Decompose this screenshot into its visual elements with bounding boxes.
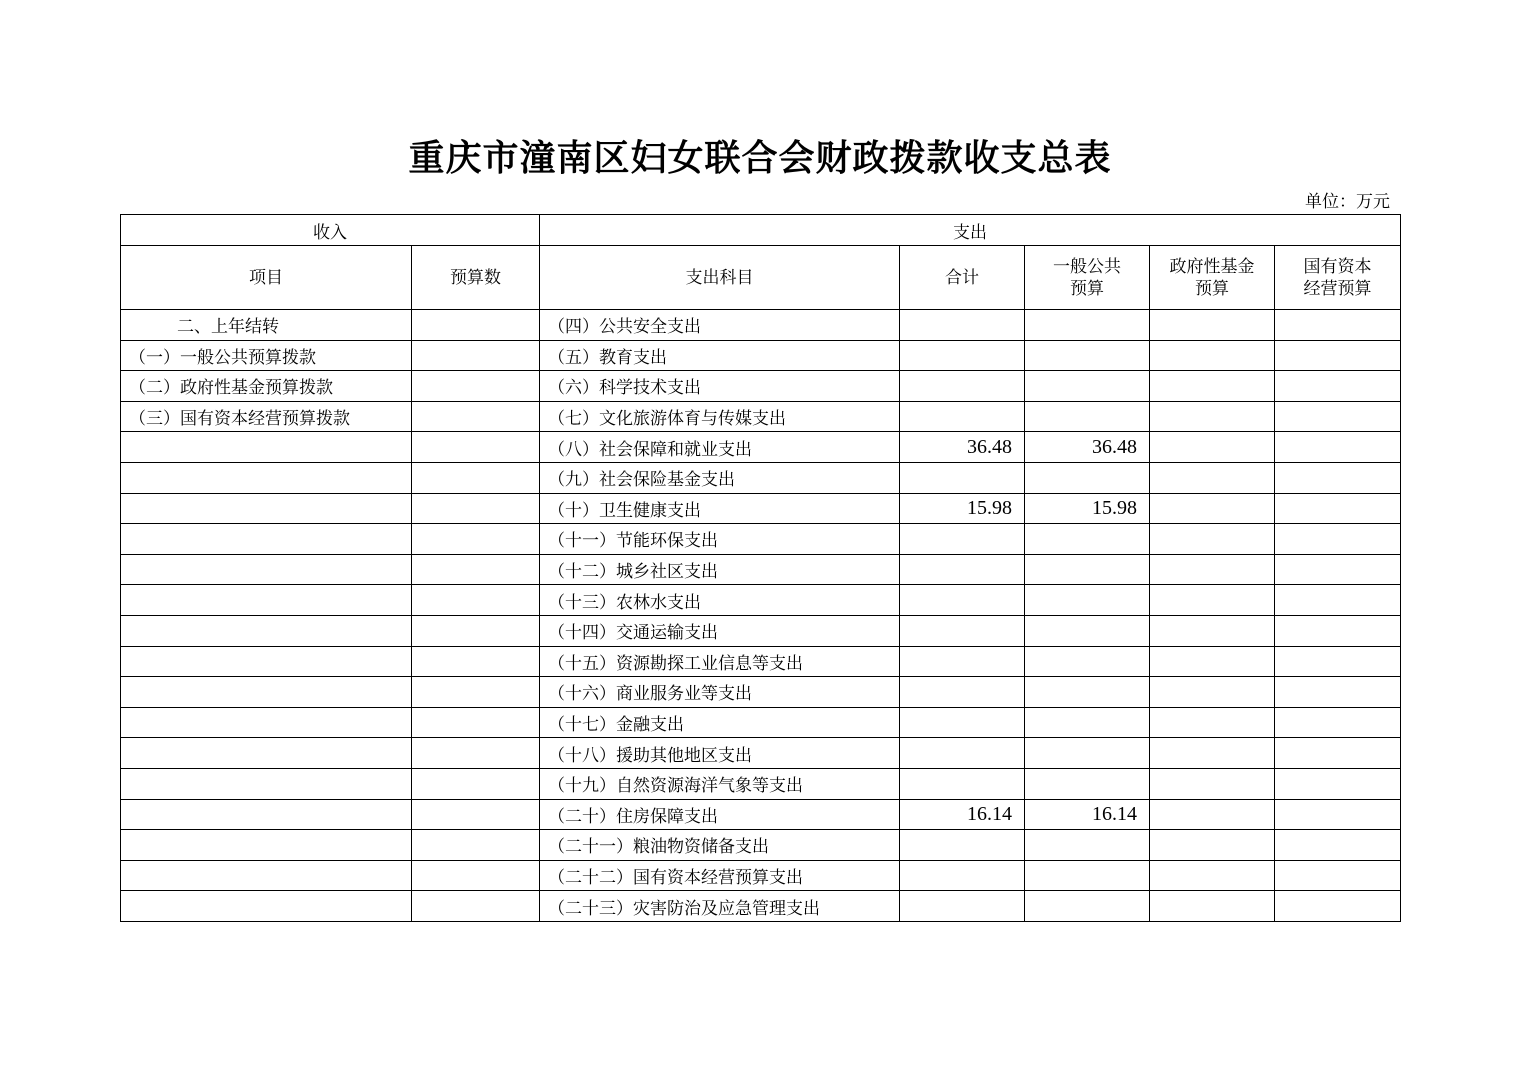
table-row [121, 585, 1401, 616]
cell-total [900, 860, 1025, 891]
cell-expense-subject: （十）卫生健康支出 [540, 493, 900, 524]
header-total: 合计 [900, 246, 1025, 310]
cell-general-public [1025, 768, 1150, 799]
cell-general-public [1025, 524, 1150, 555]
cell-state-capital [1275, 768, 1401, 799]
cell-state-capital [1275, 524, 1401, 555]
header-expense-subject: 支出科目 [540, 246, 900, 310]
cell-expense-subject: （十四）交通运输支出 [540, 615, 900, 646]
cell-expense-subject: （十七）金融支出 [540, 707, 900, 738]
cell-expense-subject: （二十一）粮油物资储备支出 [540, 830, 900, 861]
cell-general-public [1025, 860, 1150, 891]
cell-budget [412, 738, 540, 769]
cell-item [121, 891, 412, 922]
cell-state-capital [1275, 493, 1401, 524]
column-header-row [121, 246, 1401, 310]
table-row [121, 493, 1401, 524]
cell-expense-subject: （七）文化旅游体育与传媒支出 [540, 401, 900, 432]
cell-state-capital [1275, 738, 1401, 769]
cell-state-capital [1275, 830, 1401, 861]
table-row [121, 799, 1401, 830]
cell-total: 36.48 [900, 432, 1025, 463]
cell-general-public [1025, 554, 1150, 585]
cell-item: （二）政府性基金预算拨款 [121, 371, 412, 402]
cell-general-public [1025, 340, 1150, 371]
group-income-header: 收入 [121, 215, 540, 246]
cell-state-capital [1275, 891, 1401, 922]
cell-item [121, 738, 412, 769]
cell-state-capital [1275, 585, 1401, 616]
cell-budget [412, 646, 540, 677]
cell-expense-subject: （十九）自然资源海洋气象等支出 [540, 768, 900, 799]
cell-item [121, 707, 412, 738]
cell-expense-subject: （九）社会保险基金支出 [540, 462, 900, 493]
cell-gov-fund [1150, 401, 1275, 432]
cell-item [121, 462, 412, 493]
cell-budget [412, 677, 540, 708]
cell-item [121, 493, 412, 524]
cell-total [900, 677, 1025, 708]
cell-gov-fund [1150, 677, 1275, 708]
table-row [121, 677, 1401, 708]
cell-budget [412, 891, 540, 922]
cell-budget [412, 462, 540, 493]
cell-total [900, 585, 1025, 616]
cell-general-public [1025, 707, 1150, 738]
cell-total [900, 646, 1025, 677]
cell-state-capital [1275, 615, 1401, 646]
table-row [121, 891, 1401, 922]
cell-item: （一）一般公共预算拨款 [121, 340, 412, 371]
table-row [121, 462, 1401, 493]
cell-expense-subject: （十八）援助其他地区支出 [540, 738, 900, 769]
cell-general-public: 36.48 [1025, 432, 1150, 463]
table-row [121, 432, 1401, 463]
cell-general-public: 16.14 [1025, 799, 1150, 830]
table-row [121, 615, 1401, 646]
cell-state-capital [1275, 646, 1401, 677]
cell-gov-fund [1150, 615, 1275, 646]
cell-general-public: 15.98 [1025, 493, 1150, 524]
table-row [121, 340, 1401, 371]
cell-budget [412, 371, 540, 402]
cell-budget [412, 432, 540, 463]
cell-gov-fund [1150, 524, 1275, 555]
cell-state-capital [1275, 799, 1401, 830]
cell-total: 16.14 [900, 799, 1025, 830]
cell-state-capital [1275, 677, 1401, 708]
cell-budget [412, 310, 540, 341]
cell-item [121, 585, 412, 616]
cell-gov-fund [1150, 707, 1275, 738]
table-row [121, 707, 1401, 738]
cell-budget [412, 585, 540, 616]
table-row [121, 371, 1401, 402]
cell-state-capital [1275, 860, 1401, 891]
cell-gov-fund [1150, 585, 1275, 616]
cell-gov-fund [1150, 799, 1275, 830]
cell-expense-subject: （六）科学技术支出 [540, 371, 900, 402]
cell-item [121, 432, 412, 463]
table-row [121, 310, 1401, 341]
header-item: 项目 [121, 246, 412, 310]
cell-total [900, 371, 1025, 402]
cell-budget [412, 830, 540, 861]
cell-general-public [1025, 585, 1150, 616]
cell-general-public [1025, 371, 1150, 402]
budget-table [120, 214, 1401, 922]
cell-expense-subject: （二十二）国有资本经营预算支出 [540, 860, 900, 891]
cell-state-capital [1275, 554, 1401, 585]
table-row [121, 646, 1401, 677]
cell-gov-fund [1150, 768, 1275, 799]
cell-gov-fund [1150, 891, 1275, 922]
group-expense-header: 支出 [540, 215, 1401, 246]
cell-item [121, 830, 412, 861]
cell-general-public [1025, 462, 1150, 493]
table-row [121, 738, 1401, 769]
cell-state-capital [1275, 462, 1401, 493]
cell-total [900, 830, 1025, 861]
table-row [121, 401, 1401, 432]
cell-gov-fund [1150, 371, 1275, 402]
cell-gov-fund [1150, 310, 1275, 341]
cell-total [900, 340, 1025, 371]
cell-total [900, 462, 1025, 493]
cell-budget [412, 768, 540, 799]
cell-state-capital [1275, 310, 1401, 341]
cell-total [900, 524, 1025, 555]
header-gov-fund: 政府性基金 预算 [1150, 246, 1275, 310]
cell-item [121, 554, 412, 585]
cell-budget [412, 493, 540, 524]
cell-gov-fund [1150, 554, 1275, 585]
cell-item [121, 524, 412, 555]
cell-expense-subject: （十六）商业服务业等支出 [540, 677, 900, 708]
cell-budget [412, 615, 540, 646]
group-header-row [121, 215, 1401, 246]
header-budget: 预算数 [412, 246, 540, 310]
cell-state-capital [1275, 340, 1401, 371]
cell-item [121, 799, 412, 830]
table-row [121, 830, 1401, 861]
cell-budget [412, 554, 540, 585]
cell-total [900, 738, 1025, 769]
header-state-capital: 国有资本 经营预算 [1275, 246, 1401, 310]
cell-general-public [1025, 677, 1150, 708]
cell-budget [412, 401, 540, 432]
cell-item [121, 860, 412, 891]
cell-general-public [1025, 401, 1150, 432]
cell-total [900, 615, 1025, 646]
cell-gov-fund [1150, 738, 1275, 769]
table-row [121, 554, 1401, 585]
cell-gov-fund [1150, 830, 1275, 861]
table-row [121, 860, 1401, 891]
page-title: 重庆市潼南区妇女联合会财政拨款收支总表 [408, 137, 1112, 179]
cell-expense-subject: （十一）节能环保支出 [540, 524, 900, 555]
cell-general-public [1025, 615, 1150, 646]
cell-state-capital [1275, 371, 1401, 402]
cell-item [121, 615, 412, 646]
cell-budget [412, 799, 540, 830]
table-row [121, 768, 1401, 799]
cell-total [900, 401, 1025, 432]
cell-gov-fund [1150, 340, 1275, 371]
cell-budget [412, 707, 540, 738]
cell-general-public [1025, 738, 1150, 769]
cell-item [121, 677, 412, 708]
cell-budget [412, 340, 540, 371]
cell-item [121, 646, 412, 677]
cell-total [900, 768, 1025, 799]
cell-total [900, 891, 1025, 922]
cell-gov-fund [1150, 493, 1275, 524]
cell-budget [412, 860, 540, 891]
cell-gov-fund [1150, 860, 1275, 891]
cell-expense-subject: （四）公共安全支出 [540, 310, 900, 341]
cell-total: 15.98 [900, 493, 1025, 524]
cell-expense-subject: （八）社会保障和就业支出 [540, 432, 900, 463]
cell-state-capital [1275, 707, 1401, 738]
cell-state-capital [1275, 401, 1401, 432]
cell-general-public [1025, 646, 1150, 677]
cell-gov-fund [1150, 462, 1275, 493]
cell-expense-subject: （二十）住房保障支出 [540, 799, 900, 830]
cell-expense-subject: （十三）农林水支出 [540, 585, 900, 616]
cell-budget [412, 524, 540, 555]
header-general-public: 一般公共 预算 [1025, 246, 1150, 310]
cell-item: 二、上年结转 [121, 310, 412, 341]
cell-item [121, 768, 412, 799]
cell-expense-subject: （五）教育支出 [540, 340, 900, 371]
cell-general-public [1025, 891, 1150, 922]
cell-expense-subject: （二十三）灾害防治及应急管理支出 [540, 891, 900, 922]
cell-general-public [1025, 830, 1150, 861]
table-row [121, 524, 1401, 555]
cell-expense-subject: （十二）城乡社区支出 [540, 554, 900, 585]
cell-total [900, 707, 1025, 738]
cell-state-capital [1275, 432, 1401, 463]
cell-gov-fund [1150, 432, 1275, 463]
cell-general-public [1025, 310, 1150, 341]
cell-total [900, 310, 1025, 341]
cell-total [900, 554, 1025, 585]
unit-label: 单位：万元 [1305, 192, 1390, 212]
cell-gov-fund [1150, 646, 1275, 677]
cell-expense-subject: （十五）资源勘探工业信息等支出 [540, 646, 900, 677]
cell-item: （三）国有资本经营预算拨款 [121, 401, 412, 432]
